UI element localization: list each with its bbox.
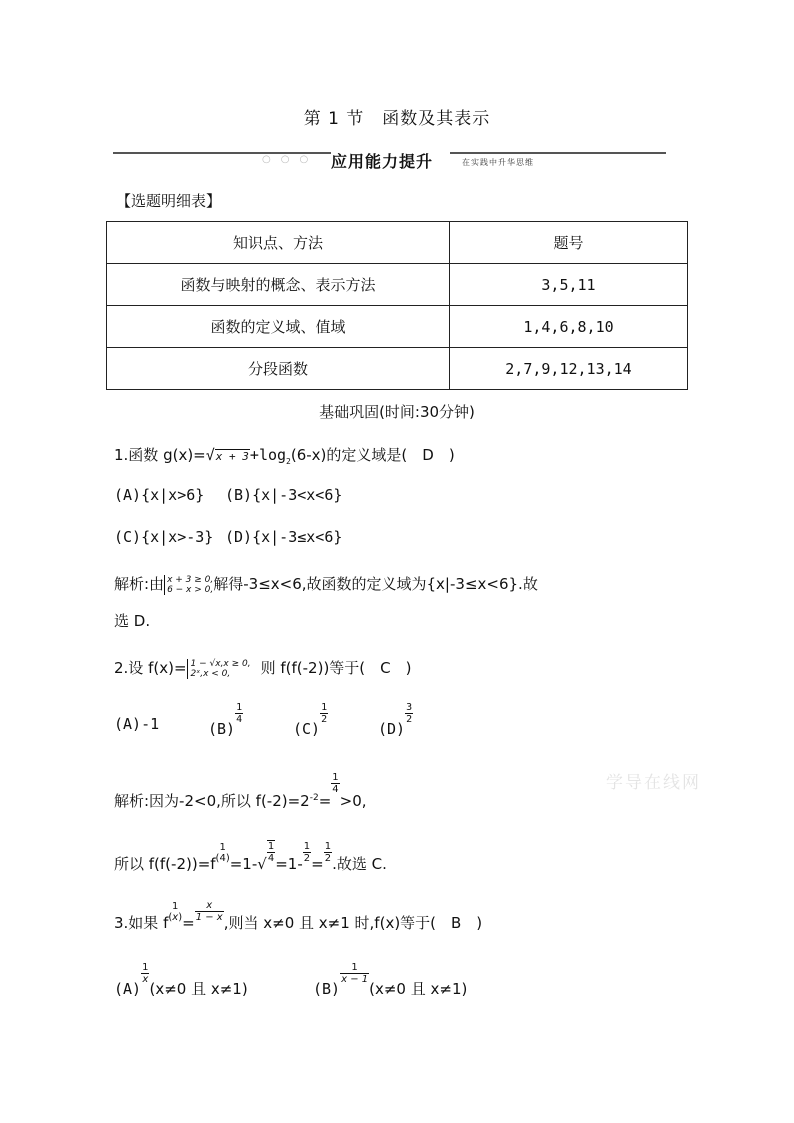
question-1-analysis-end: 选 D. (114, 612, 151, 630)
table-row (107, 306, 688, 348)
question-1-option-d: (D){x|-3≤x<6} (225, 528, 343, 546)
table-header-row (107, 222, 688, 264)
question-2-option-d: (D) $\frac{3}{2}$ (378, 702, 413, 738)
banner-dots-icon: ○○○ (262, 154, 319, 165)
question-1-analysis: 解析:由 x + 3 ≥ 0, 6 − x > 0, 解得-3≤x<6,故函数的定义域为{x|-3≤x<6}.故 (114, 574, 538, 595)
question-1-option-b: (B){x|-3<x<6} (225, 486, 343, 504)
question-2-analysis-2: 所以 f(f(-2))=f 1 (4) =1-√ $\frac{1}{4}$ =1- $\frac{1}{2}$ = $\frac{1}{2}$ .故选 C. (114, 841, 387, 873)
table-header-cell: 知识点、方法 (107, 222, 450, 264)
question-1-option-c: (C){x|x>-3} (114, 528, 214, 546)
table-cell: 函数与映射的概念、表示方法 (107, 264, 450, 306)
banner-rule-right (450, 152, 666, 154)
question-1-stem: 1.函数 $g(x)=√x + 3+\log_2(6-x)$的定义域是( D ) (114, 446, 455, 466)
question-3-option-b: (B) $\frac{1}{x - 1}$ (x≠0 且 x≠1) (313, 962, 468, 998)
question-2-analysis-1: 解析:因为-2<0,所以 $f(-2)=2^{-2}=$ $\frac{1}{4}$ >0, (114, 772, 367, 810)
practice-subtitle: 基础巩固(时间:30分钟) (319, 403, 475, 421)
sqrt-arg: x + 3 (215, 450, 249, 463)
banner-subtitle: 在实践中升华思维 (462, 158, 534, 167)
banner-title: 应用能力提升 (331, 152, 434, 171)
page-title: 第 1 节 函数及其表示 (303, 109, 491, 129)
table-cell: 1,4,6,8,10 (450, 306, 688, 348)
table-cell: 分段函数 (107, 348, 450, 390)
question-2-stem: 2.设 f(x)= 1 − √x,x ≥ 0, 2ˣ,x < 0, 则 f(f(-2))等于( C ) (114, 658, 412, 679)
table-row (107, 348, 688, 390)
question-2-option-b: (B) $\frac{1}{4}$ (208, 702, 243, 738)
piecewise-function: 1 − √x,x ≥ 0, 2ˣ,x < 0, (187, 659, 251, 679)
section-title: 【选题明细表】 (116, 192, 222, 210)
question-2-option-a: (A)-1 (114, 715, 160, 733)
table-cell: 3,5,11 (450, 264, 688, 306)
question-2-option-c: (C) $\frac{1}{2}$ (293, 702, 328, 738)
condition-system: x + 3 ≥ 0, 6 − x > 0, (164, 575, 213, 595)
watermark: 学导在线网 (606, 773, 701, 793)
table-header-cell: 题号 (450, 222, 688, 264)
table-cell: 2,7,9,12,13,14 (450, 348, 688, 390)
table-row (107, 264, 688, 306)
table-cell: 函数的定义域、值域 (107, 306, 450, 348)
question-3-option-a: (A) $\frac{1}{x}$ (x≠0 且 x≠1) (114, 962, 248, 998)
question-3-stem: 3.如果 f 1 (x) = $\frac{x}{1 - x}$ ,则当 x≠0 且 x≠1 时,f(x)等于( B ) (114, 900, 483, 932)
question-1-option-a: (A){x|x>6} (114, 486, 205, 504)
topic-table (106, 221, 688, 390)
